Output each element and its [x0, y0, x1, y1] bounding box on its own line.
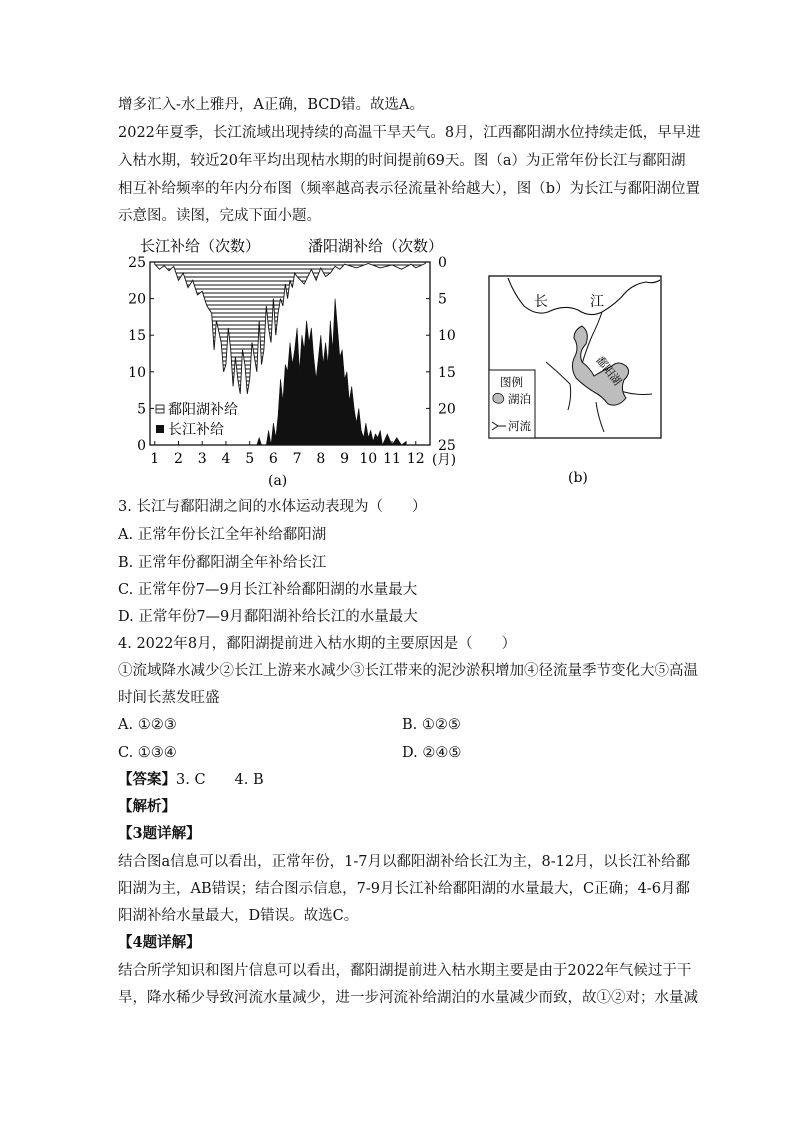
answer-line	[118, 771, 264, 789]
d3-line-1: 结合图a信息可以看出，正常年份，1-7月以鄱阳湖补给长江为主，8-12月，以长江补给鄱	[118, 854, 691, 870]
x-tick-label: 2	[174, 451, 183, 467]
q4-reasons: ①流域降水减少②长江上游来水减少③长江带来的泥沙淤积增加④径流量季节变化大⑤高温	[118, 663, 698, 679]
q4-option-b: B. ①②⑤	[402, 717, 461, 733]
q4-stem: 4. 2022年8月，鄱阳湖提前进入枯水期的主要原因是（ ）	[118, 636, 517, 652]
map-caption: (b)	[568, 470, 588, 486]
map-legend-lake: 湖泊	[508, 392, 531, 406]
answer-tag: 【答案】	[118, 771, 176, 788]
x-tick-label: 12	[406, 451, 425, 467]
q4-reasons-cont: 时间长蒸发旺盛	[118, 690, 220, 706]
q3-option-a: A. 正常年份长江全年补给鄱阳湖	[118, 527, 327, 543]
left-tick-label: 20	[128, 291, 146, 308]
text-line: 增多汇入-水上雅丹，A正确，BCD错。故选A。	[118, 97, 424, 113]
legend-label-changjiang: 长江补给	[168, 422, 224, 438]
q3-option-d: D. 正常年份7—9月鄱阳湖补给长江的水量最大	[118, 609, 418, 625]
q4-option-c: C. ①③④	[118, 745, 177, 761]
q4-option-d: D. ②④⑤	[402, 745, 462, 761]
legend	[156, 402, 238, 438]
x-tick-label: 7	[292, 451, 302, 467]
map-legend	[489, 370, 535, 438]
legend-label-poyang: 鄱阳湖补给	[168, 402, 238, 418]
map-b	[486, 272, 666, 488]
answer-text: 3. C 4. B	[176, 772, 264, 788]
x-tick-label: 8	[316, 451, 326, 467]
text-line: 相互补给频率的年内分布图（频率越高表示径流量补给越大），图（b）为长江与鄱阳湖位置	[118, 181, 701, 197]
map-legend-river: 河流	[508, 419, 531, 433]
legend-swatch-hatched	[156, 405, 164, 413]
map-label-jiang: 江	[590, 294, 604, 310]
chart-a	[118, 232, 463, 490]
x-tick-label: 4	[221, 451, 231, 467]
d3-line-3: 阳湖补给水量最大，D错误。故选C。	[118, 908, 359, 924]
right-tick-label: 0	[438, 255, 447, 271]
d4-line-1: 结合所学知识和图片信息可以看出，鄱阳湖提前进入枯水期主要是由于2022年气候过于干	[118, 963, 692, 979]
right-tick-label: 15	[438, 364, 456, 381]
chart-caption: (a)	[268, 473, 288, 489]
q3-option-c: C. 正常年份7—9月长江补给鄱阳湖的水量最大	[118, 582, 418, 598]
text-line: 入枯水期，较近20年平均出现枯水期的时间提前69天。图（a）为正常年份长江与鄱阳湖	[118, 153, 686, 169]
x-tick-label: 1	[150, 451, 160, 467]
left-axis-title: 长江补给（次数）	[140, 237, 261, 255]
x-tick-label: 3	[197, 451, 207, 467]
series-changjiang-area	[257, 299, 407, 445]
q4-option-a: A. ①②③	[118, 717, 177, 733]
text-line: 示意图。读图，完成下面小题。	[118, 208, 321, 224]
right-tick-label: 25	[438, 438, 456, 454]
q3-stem: 3. 长江与鄱阳湖之间的水体运动表现为（ ）	[118, 499, 427, 515]
x-tick-label: 11	[383, 451, 401, 467]
x-tick-label: 6	[268, 451, 278, 467]
right-tick-label: 20	[438, 401, 456, 418]
map-legend-title: 图例	[500, 375, 523, 389]
x-tick-label: 10	[359, 451, 378, 467]
d3-line-2: 阳湖为主，AB错误；结合图示信息，7-9月长江补给鄱阳湖的水量最大，C正确；4-6月鄱	[118, 881, 690, 897]
x-tick-label: 5	[245, 451, 255, 467]
q3-option-b: B. 正常年份鄱阳湖全年补给长江	[118, 555, 327, 571]
right-tick-label: 5	[438, 291, 447, 308]
lake-legend-icon	[493, 393, 504, 403]
x-tick-label: 9	[340, 451, 350, 467]
right-axis-title: 潘阳湖补给（次数）	[308, 237, 444, 255]
d4-line-2: 旱，降水稀少导致河流水量减少，进一步河流补给湖泊的水量减少而致，故①②对；水量减	[118, 990, 698, 1006]
map-label-chang: 长	[534, 294, 548, 310]
x-unit: (月)	[432, 452, 457, 468]
map-label-lake: 鄱阳湖	[593, 353, 624, 388]
d3-heading: 【3题详解】	[118, 825, 201, 842]
left-tick-label: 15	[128, 328, 146, 345]
left-tick-label: 0	[137, 438, 146, 454]
analysis-heading: 【解析】	[118, 798, 176, 815]
text-line: 2022年夏季，长江流域出现持续的高温干旱天气。8月，江西鄱阳湖水位持续走低，早早进	[118, 125, 701, 141]
left-tick-label: 10	[128, 364, 146, 381]
right-tick-label: 10	[438, 328, 456, 345]
legend-swatch-solid	[156, 425, 164, 433]
left-tick-label: 5	[137, 401, 146, 418]
left-tick-label: 25	[128, 255, 146, 271]
d4-heading: 【4题详解】	[118, 934, 201, 951]
